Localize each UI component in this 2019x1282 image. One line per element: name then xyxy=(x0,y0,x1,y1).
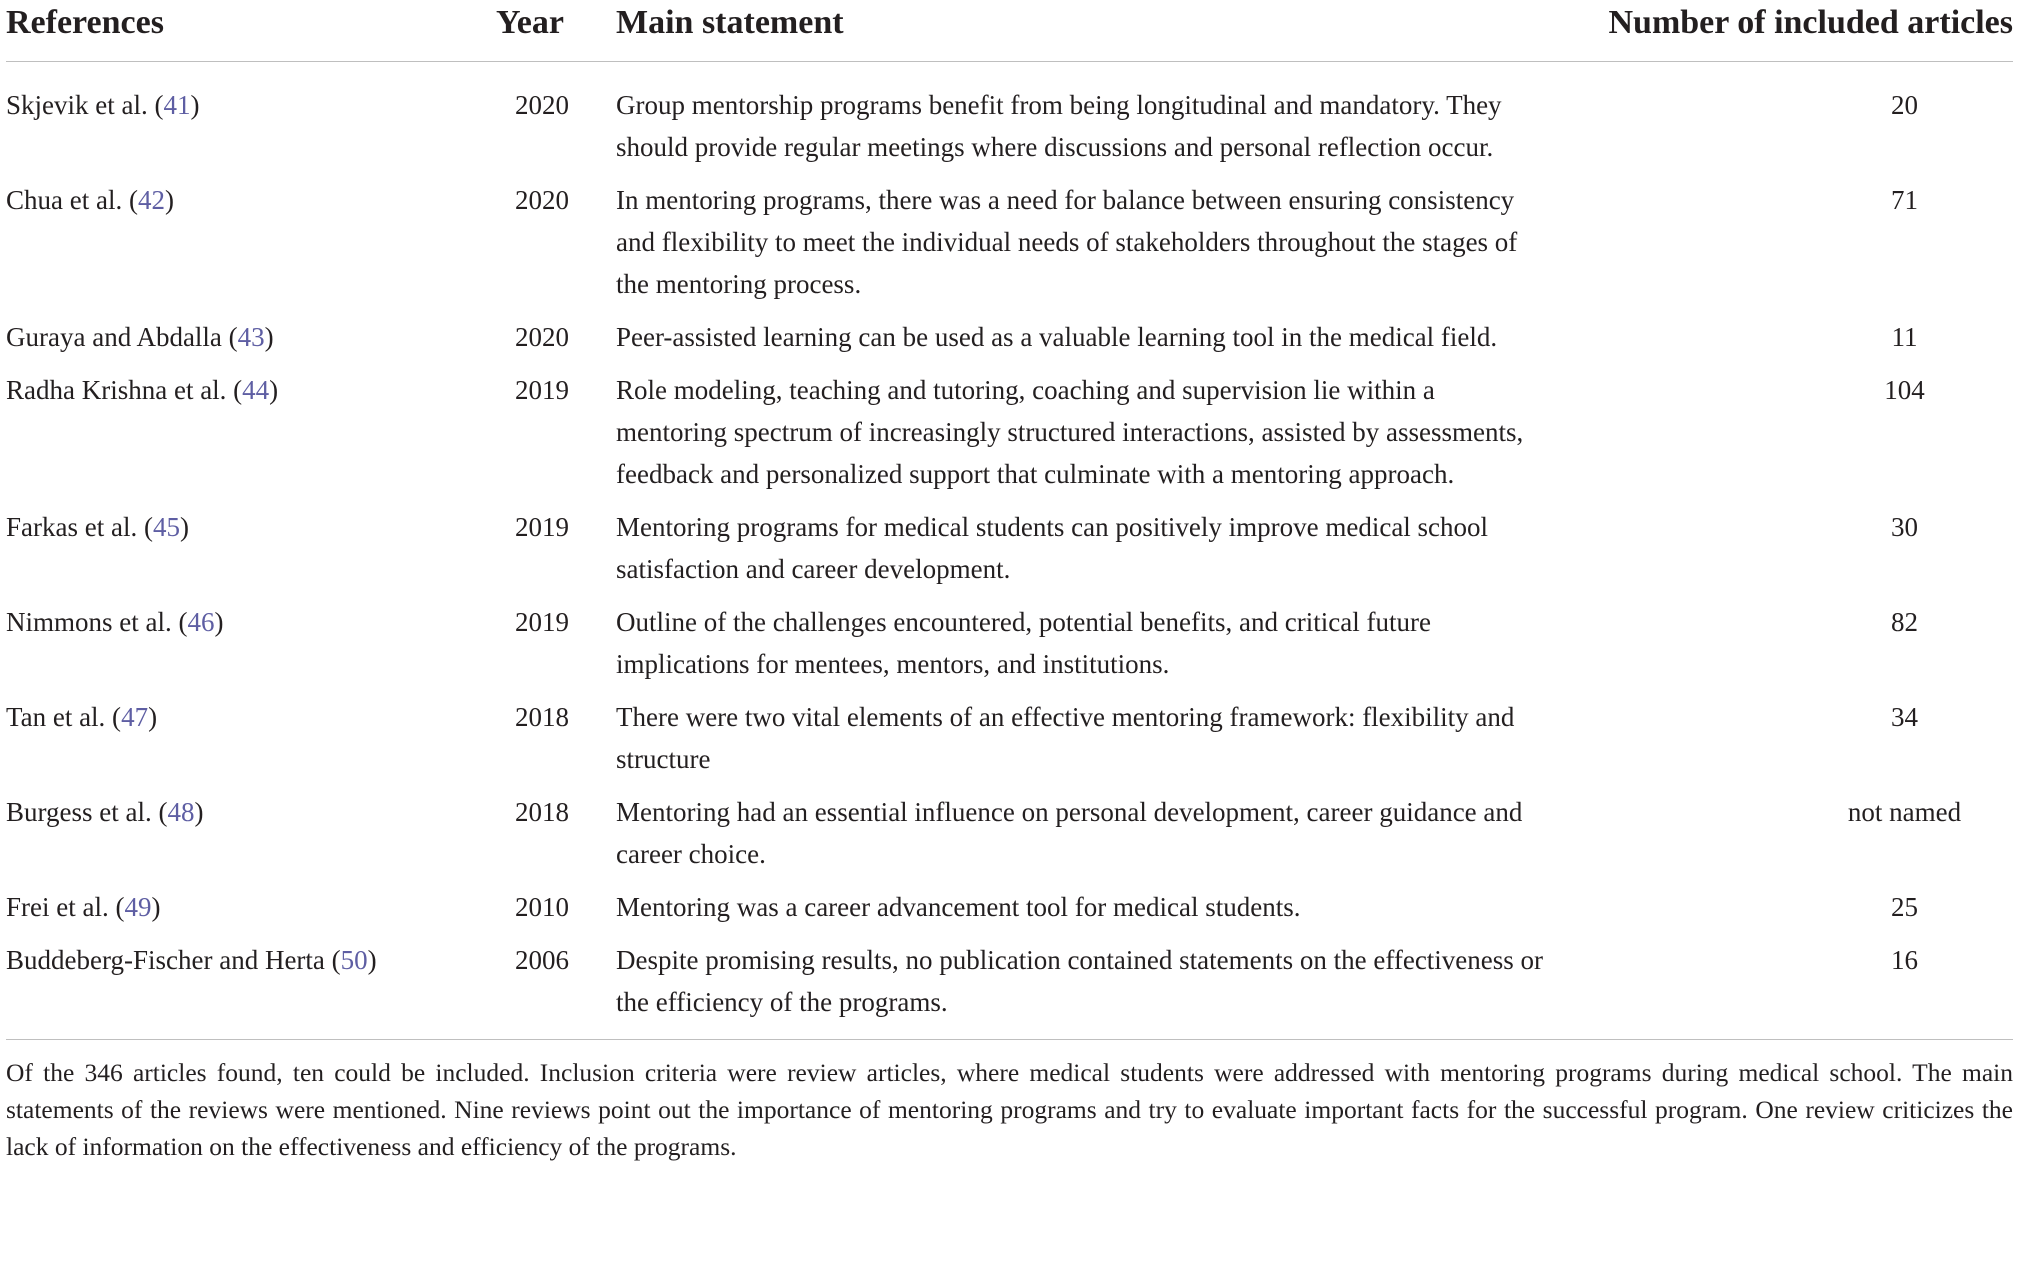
citation-link[interactable]: 44 xyxy=(242,375,270,405)
articles-cell: 25 xyxy=(1891,892,1918,922)
statement-cell: Role modeling, teaching and tutoring, coaching and supervision lie within a mentoring spectrum of increasingly structured interactions, assisted by assessments, feedback and personalized support that culminate with a mentoring approach. xyxy=(616,375,1524,489)
header-row xyxy=(6,0,2013,62)
table-row xyxy=(6,62,2013,180)
reference-cell xyxy=(6,179,476,316)
articles-cell: 104 xyxy=(1884,375,1925,405)
articles-cell: 20 xyxy=(1891,90,1918,120)
citation-link[interactable]: 49 xyxy=(124,892,152,922)
citation-link[interactable]: 48 xyxy=(167,797,195,827)
statement-cell: There were two vital elements of an effective mentoring framework: flexibility and structure xyxy=(616,702,1515,774)
reference-close: ) xyxy=(164,185,174,215)
reference-author: Burgess et al. ( xyxy=(6,797,168,827)
statement-cell: Mentoring programs for medical students can positively improve medical school satisfaction and career development. xyxy=(616,512,1489,584)
year-cell: 2006 xyxy=(515,945,569,975)
year-cell: 2018 xyxy=(515,797,569,827)
statement-cell: Mentoring had an essential influence on personal development, career guidance and career choice. xyxy=(616,797,1523,869)
reference-cell xyxy=(6,316,476,369)
year-cell: 2020 xyxy=(515,90,569,120)
reference-author: Farkas et al. ( xyxy=(6,512,153,542)
reference-author: Skjevik et al. ( xyxy=(6,90,164,120)
citation-link[interactable]: 41 xyxy=(163,90,191,120)
reference-cell xyxy=(6,62,476,180)
citation-link[interactable]: 50 xyxy=(340,945,368,975)
table-body xyxy=(6,62,2013,1040)
citation-link[interactable]: 46 xyxy=(187,607,215,637)
year-cell: 2019 xyxy=(515,607,569,637)
table-row xyxy=(6,696,2013,791)
articles-cell: 16 xyxy=(1891,945,1918,975)
header-main-statement: Main statement xyxy=(616,0,1546,62)
reference-author: Chua et al. ( xyxy=(6,185,138,215)
table-row xyxy=(6,316,2013,369)
articles-cell: 82 xyxy=(1891,607,1918,637)
year-cell: 2020 xyxy=(515,322,569,352)
statement-cell: Outline of the challenges encountered, potential benefits, and critical future implications for mentees, mentors, and institutions. xyxy=(616,607,1431,679)
reference-cell xyxy=(6,939,476,1040)
review-table xyxy=(6,0,2013,1040)
header-references: References xyxy=(6,0,476,62)
reference-close: ) xyxy=(264,322,274,352)
articles-cell: 34 xyxy=(1891,702,1918,732)
reference-cell xyxy=(6,601,476,696)
reference-author: Tan et al. ( xyxy=(6,702,122,732)
statement-cell: In mentoring programs, there was a need for balance between ensuring consistency and flexibility to meet the individual needs of stakeholders throughout the stages of the mentoring process. xyxy=(616,185,1518,299)
table-header xyxy=(6,0,2013,62)
reference-cell xyxy=(6,791,476,886)
reference-close: ) xyxy=(148,702,158,732)
reference-cell xyxy=(6,369,476,506)
table-footnote: Of the 346 articles found, ten could be included. Inclusion criteria were review articles, where medical students were addressed with mentoring programs during medical school. The main statements of the reviews were mentioned. Nine reviews point out the importance of mentoring programs and try to evaluate important facts for the successful program. One review criticizes the lack of information on the effectiveness and efficiency of the programs. xyxy=(6,1058,2013,1161)
reference-close: ) xyxy=(190,90,200,120)
year-cell: 2019 xyxy=(515,512,569,542)
reference-author: Nimmons et al. ( xyxy=(6,607,188,637)
reference-author: Frei et al. ( xyxy=(6,892,125,922)
reference-author: Guraya and Abdalla ( xyxy=(6,322,238,352)
reference-cell xyxy=(6,696,476,791)
reference-close: ) xyxy=(269,375,279,405)
document-page xyxy=(6,0,2013,1191)
table-row xyxy=(6,601,2013,696)
citation-link[interactable]: 43 xyxy=(237,322,265,352)
reference-author: Buddeberg-Fischer and Herta ( xyxy=(6,945,341,975)
reference-cell xyxy=(6,886,476,939)
articles-cell: 71 xyxy=(1891,185,1918,215)
articles-cell: not named xyxy=(1847,797,1962,827)
citation-link[interactable]: 42 xyxy=(137,185,165,215)
reference-close: ) xyxy=(151,892,161,922)
header-number-of-articles: Number of included articles xyxy=(1546,0,2013,62)
table-row xyxy=(6,179,2013,316)
statement-cell: Group mentorship programs benefit from being longitudinal and mandatory. They should provide regular meetings where discussions and personal reflection occur. xyxy=(616,90,1502,162)
table-row xyxy=(6,939,2013,1040)
table-row xyxy=(6,886,2013,939)
reference-close: ) xyxy=(367,945,377,975)
reference-author: Radha Krishna et al. ( xyxy=(6,375,243,405)
articles-cell: 30 xyxy=(1891,512,1918,542)
table-row xyxy=(6,506,2013,601)
table-row xyxy=(6,369,2013,506)
year-cell: 2010 xyxy=(515,892,569,922)
citation-link[interactable]: 47 xyxy=(121,702,149,732)
reference-close: ) xyxy=(179,512,189,542)
table-row xyxy=(6,791,2013,886)
statement-cell: Mentoring was a career advancement tool for medical students. xyxy=(616,892,1301,922)
year-cell: 2019 xyxy=(515,375,569,405)
header-year: Year xyxy=(476,0,616,62)
reference-close: ) xyxy=(214,607,224,637)
articles-cell: 11 xyxy=(1891,322,1918,352)
statement-cell: Peer-assisted learning can be used as a valuable learning tool in the medical field. xyxy=(616,322,1498,352)
year-cell: 2020 xyxy=(515,185,569,215)
year-cell: 2018 xyxy=(515,702,569,732)
statement-cell: Despite promising results, no publication contained statements on the effectiveness or the efficiency of the programs. xyxy=(616,945,1544,1017)
citation-link[interactable]: 45 xyxy=(152,512,180,542)
reference-cell xyxy=(6,506,476,601)
reference-close: ) xyxy=(194,797,204,827)
